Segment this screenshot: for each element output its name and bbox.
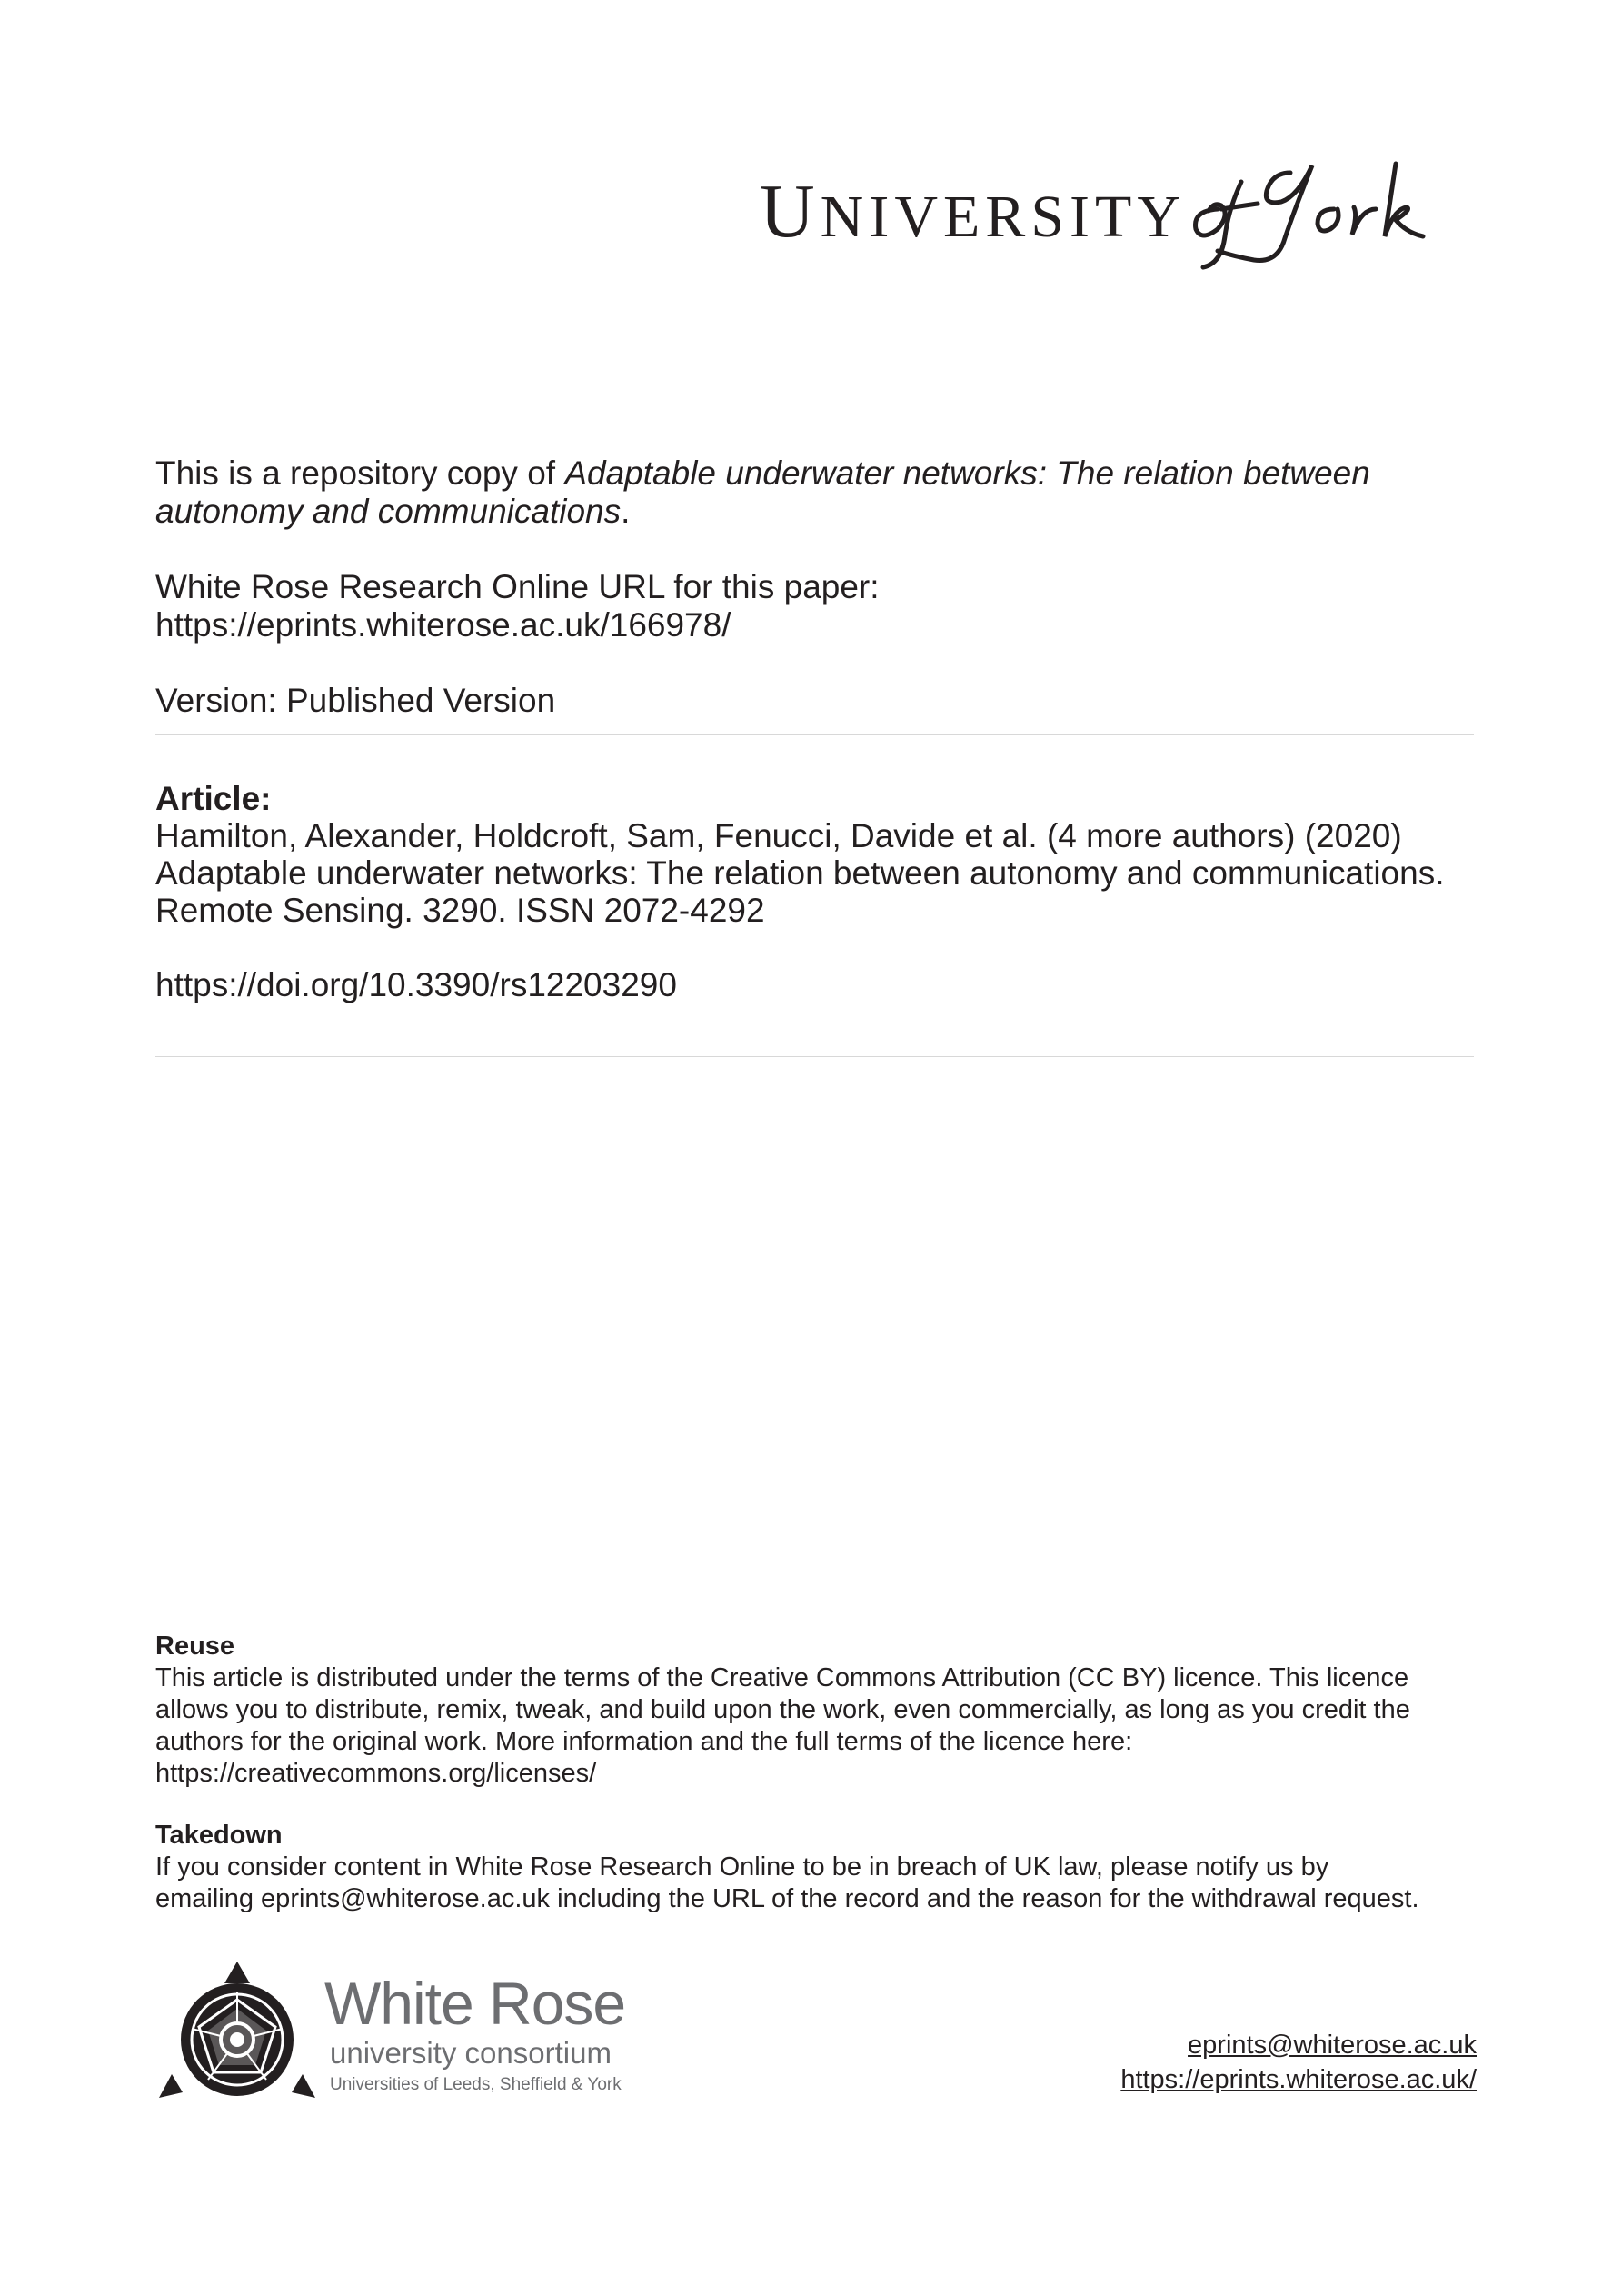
white-rose-logo-name: White Rose [324,1970,626,2037]
repository-copy-statement [155,454,1482,531]
doi-link[interactable]: https://doi.org/10.3390/rs12203290 [155,966,677,1003]
legal-notices [155,1631,1491,1915]
repository-info [155,454,1482,720]
white-rose-logo [155,1956,628,2101]
version-text: Version: Published Version [155,682,556,719]
white-rose-emblem-icon [155,1956,319,2101]
reuse-text-line: This article is distributed under the terms of the Creative Commons Attribution (CC BY) licence. This licence [155,1663,1409,1692]
logo-wordmark-university: UNIVERSITY [760,169,1186,254]
divider-top [155,734,1474,735]
takedown-text-line: If you consider content in White Rose Research Online to be in breach of UK law, please notify us by [155,1852,1329,1882]
university-of-york-logo [754,145,1481,273]
repository-copy-suffix: . [621,493,631,530]
paper-url[interactable]: https://eprints.whiterose.ac.uk/166978/ [155,606,731,644]
license-url[interactable]: https://creativecommons.org/licenses/ [155,1759,597,1788]
white-rose-logo-universities: Universities of Leeds, Sheffield & York [330,2075,622,2094]
reuse-text-line: allows you to distribute, remix, tweak, and build upon the work, even commercially, as long as you credit the [155,1695,1410,1724]
article-citation [155,780,1482,1003]
repository-copy-prefix: This is a repository copy of [155,454,565,492]
takedown-heading: Takedown [155,1821,283,1850]
email-link[interactable]: eprints@whiterose.ac.uk [1188,2031,1477,2060]
url-label: White Rose Research Online URL for this paper: [155,568,880,605]
citation-journal: Remote Sensing. 3290. ISSN 2072-4292 [155,892,765,929]
citation-authors: Hamilton, Alexander, Holdcroft, Sam, Fenucci, Davide et al. (4 more authors) (2020) [155,817,1402,854]
white-rose-logo-subtitle: university consortium [330,2036,612,2070]
reuse-heading: Reuse [155,1632,235,1661]
contact-links [1120,2028,1477,2097]
of-york-script-icon [1181,145,1490,273]
divider-bottom [155,1056,1474,1057]
article-heading: Article: [155,780,272,817]
paper-title: Adaptable underwater networks: The relation between autonomy and communications [155,454,1370,530]
citation-title: Adaptable underwater networks: The relation between autonomy and communications. [155,854,1445,892]
website-link[interactable]: https://eprints.whiterose.ac.uk/ [1120,2065,1477,2094]
reuse-text-line: authors for the original work. More information and the full terms of the licence here: [155,1727,1133,1756]
takedown-text-line: emailing eprints@whiterose.ac.uk including the URL of the record and the reason for the withdrawal request. [155,1884,1419,1913]
